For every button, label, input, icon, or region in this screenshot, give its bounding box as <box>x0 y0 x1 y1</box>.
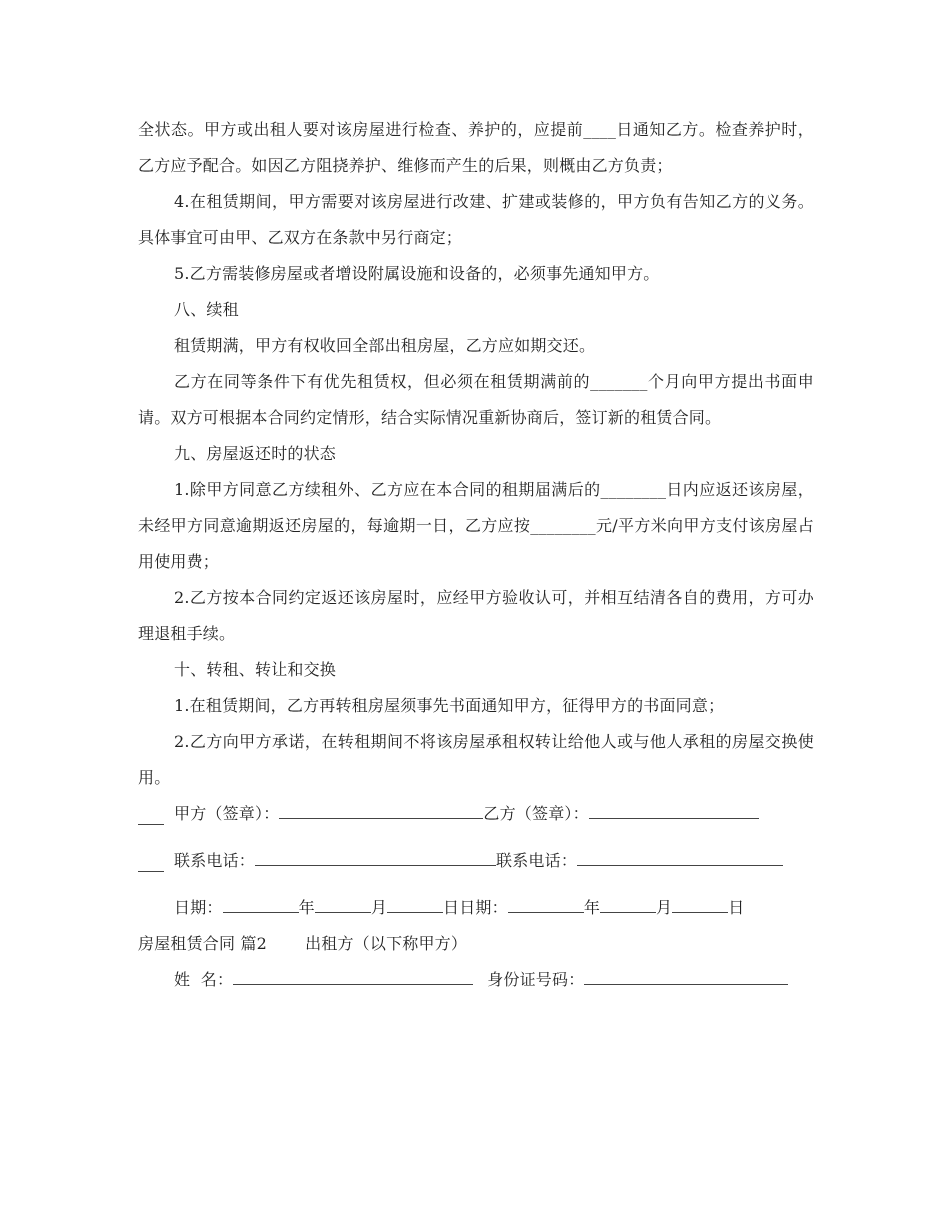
party-a-signature-line <box>279 799 483 819</box>
name-line <box>233 965 473 985</box>
signature-row <box>138 796 814 832</box>
phone-row <box>138 843 814 879</box>
contract-section-header <box>138 926 814 962</box>
paragraph-sublease-1: 1.在租赁期间，乙方再转租房屋须事先书面通知甲方，征得甲方的书面同意； <box>174 696 725 715</box>
paragraph-clause-4: 4.在租赁期间，甲方需要对该房屋进行改建、扩建或装修的，甲方负有告知乙方的义务。具体事宜可由甲、乙双方在条款中另行商定； <box>138 192 814 247</box>
date-b-day-line <box>672 893 728 913</box>
date-b-month-line <box>600 893 656 913</box>
lessor-identity-row <box>138 962 814 998</box>
name-label: 姓 名： <box>174 970 234 989</box>
date-b-year-line <box>508 893 584 913</box>
date-label-a: 日期： <box>174 898 223 917</box>
party-a-signature-label: 甲方（签章）： <box>174 804 280 823</box>
id-number-line <box>584 965 788 985</box>
party-b-phone-label: 联系电话： <box>496 851 578 870</box>
date-a-day-line <box>387 893 443 913</box>
heading-renewal: 八、续租 <box>174 300 239 319</box>
date-a-year-line <box>223 893 299 913</box>
year-label: 年 <box>298 898 315 917</box>
signature-line-continuation <box>138 824 164 825</box>
paragraph-sublease-2: 2.乙方向甲方承诺，在转租期间不将该房屋承租权转让给他人或与他人承租的房屋交换使用。 <box>138 732 814 787</box>
paragraph-priority-lease: 乙方在同等条件下有优先租赁权，但必须在租赁期满前的_______个月向甲方提出书面申请。双方可根据本合同约定情形，结合实际情况重新协商后，签订新的租赁合同。 <box>138 372 814 427</box>
paragraph-return-2: 2.乙方按本合同约定返还该房屋时，应经甲方验收认可，并相互结清各自的费用，方可办理退租手续。 <box>138 588 814 643</box>
party-a-phone-line <box>255 846 496 866</box>
phone-line-continuation <box>138 871 164 872</box>
month-label: 月 <box>656 898 673 917</box>
id-number-label: 身份证号码： <box>487 970 585 989</box>
contract-title: 房屋租赁合同 篇2 <box>138 934 268 953</box>
month-label: 月 <box>370 898 388 917</box>
document-page <box>138 112 814 998</box>
party-b-signature-line <box>589 799 759 819</box>
paragraph-lease-expiry: 租赁期满，甲方有权收回全部出租房屋，乙方应如期交还。 <box>174 336 596 355</box>
paragraph-inspection: 全状态。甲方或出租人要对该房屋进行检查、养护的，应提前____日通知乙方。检查养护时，乙方应予配合。如因乙方阻挠养护、维修而产生的后果，则概由乙方负责； <box>138 120 814 175</box>
date-label-b: 日日期： <box>443 898 508 917</box>
heading-sublease: 十、转租、转让和交换 <box>174 660 337 679</box>
party-b-signature-label: 乙方（签章）： <box>483 804 589 823</box>
day-label: 日 <box>728 898 745 917</box>
paragraph-clause-5: 5.乙方需装修房屋或者增设附属设施和设备的，必须事先通知甲方。 <box>174 264 660 283</box>
heading-return-state: 九、房屋返还时的状态 <box>174 444 337 463</box>
party-a-phone-label: 联系电话： <box>174 851 256 870</box>
date-a-month-line <box>315 893 371 913</box>
year-label: 年 <box>583 898 601 917</box>
party-b-phone-line <box>577 846 783 866</box>
paragraph-return-1: 1.除甲方同意乙方续租外、乙方应在本合同的租期届满后的________日内应返还该房屋，未经甲方同意逾期返还房屋的，每逾期一日，乙方应按________元/平方米向甲方支付该房屋占用使用费； <box>138 480 814 571</box>
lessor-heading: 出租方（以下称甲方） <box>305 934 468 953</box>
date-row <box>138 890 814 926</box>
